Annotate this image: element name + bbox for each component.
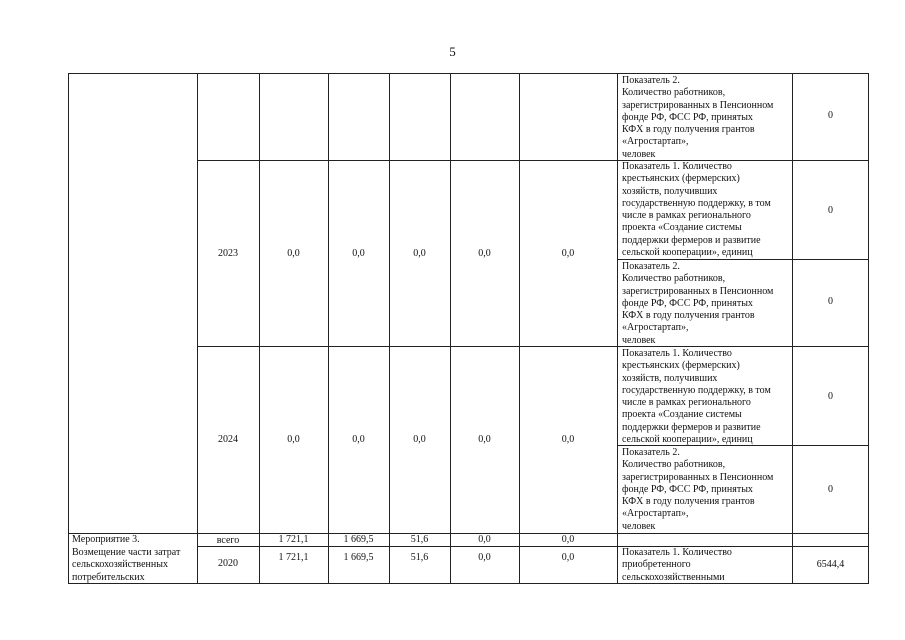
page-number: 5 [449,44,456,59]
year-cell: 2020 [218,558,238,569]
year-cell: 2023 [218,248,238,259]
indicator-value: 0 [828,296,833,307]
table-cell: 0,0 [561,534,575,545]
table-cell: 1 721,1 [278,552,309,563]
table-rule [68,73,869,74]
indicator-text: Показатель 2. Количество работников, зарегистрированных в Пенсионном фонде РФ, ФСС РФ, принятых КФХ в году получения грантов «Агростартап», человек [622,261,774,346]
table-rule [617,73,618,584]
table-cell: 0,0 [287,434,300,445]
table-cell: 0,0 [478,534,491,545]
indicator-text: Показатель 1. Количество крестьянских (фермерских) хозяйств, получивших государственную поддержку, в том числе в рамках регионального проекта «Создание системы поддержки фермеров и развитие сельской кооперации», единиц [622,348,771,446]
table-rule [68,583,869,584]
year-cell: 2024 [218,434,238,445]
table-cell: 0,0 [287,248,300,259]
table-cell: 0,0 [478,434,491,445]
table-cell: 0,0 [478,248,491,259]
indicator-value: 0 [828,205,833,216]
table-cell: 1 669,5 [343,534,374,545]
table-cell: 0,0 [413,434,426,445]
indicator-value: 0 [828,110,833,121]
activity-name: Мероприятие 3. Возмещение части затрат сельскохозяйственных потребительских [72,534,181,583]
indicator-text: Показатель 1. Количество крестьянских (фермерских) хозяйств, получивших государственную поддержку, в том числе в рамках регионального проекта «Создание системы поддержки фермеров и развитие сельской кооперации», единиц [622,161,771,259]
table-cell: 0,0 [561,552,575,563]
table-cell: 1 721,1 [278,534,309,545]
total-label: всего [216,535,240,546]
table-cell: 0,0 [478,552,491,563]
indicator-value: 0 [828,484,833,495]
table-rule [519,73,520,584]
indicator-value: 6544,4 [816,559,845,570]
indicator-text: Показатель 2. Количество работников, зарегистрированных в Пенсионном фонде РФ, ФСС РФ, принятых КФХ в году получения грантов «Агростартап», человек [622,75,774,160]
table-rule [389,73,390,584]
table-cell: 0,0 [352,434,365,445]
table-cell: 51,6 [410,552,429,563]
table-cell: 0,0 [352,248,365,259]
indicator-text: Показатель 1. Количество приобретенного сельскохозяйственными [622,547,732,583]
table-cell: 0,0 [561,434,575,445]
table-rule [259,73,260,584]
table-rule [68,73,69,584]
table-rule [868,73,869,584]
table-rule [450,73,451,584]
table-rule [792,73,793,584]
table-rule [328,73,329,584]
table-cell: 0,0 [413,248,426,259]
table-cell: 1 669,5 [343,552,374,563]
table-cell: 51,6 [410,534,429,545]
table-cell: 0,0 [561,248,575,259]
indicator-text: Показатель 2. Количество работников, зарегистрированных в Пенсионном фонде РФ, ФСС РФ, принятых КФХ в году получения грантов «Агростартап», человек [622,447,774,532]
table-rule [197,73,198,584]
indicator-value: 0 [828,391,833,402]
